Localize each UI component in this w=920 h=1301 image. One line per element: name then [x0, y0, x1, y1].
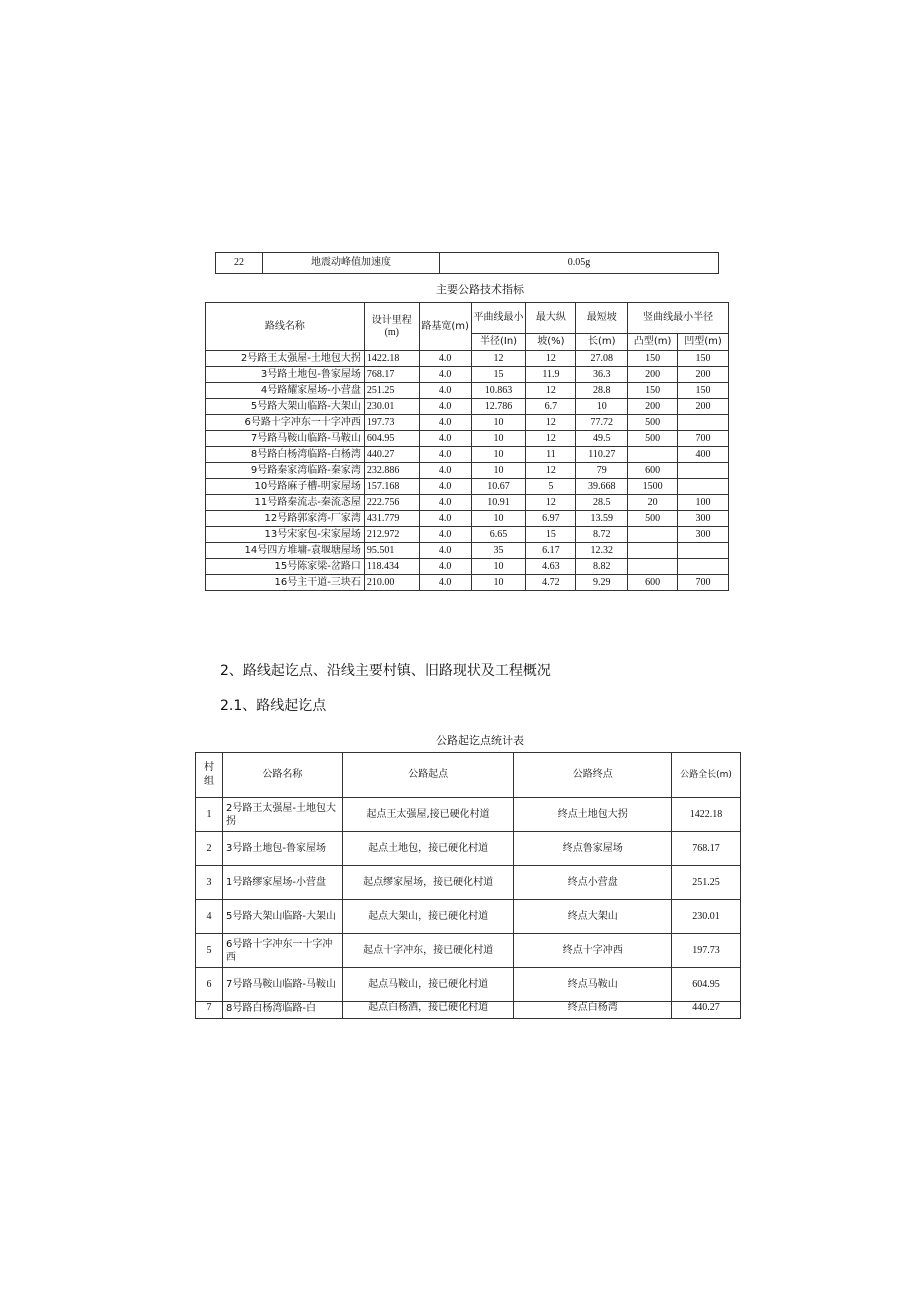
design-length-cell: 222.756: [364, 495, 419, 511]
start-point-cell: 起点土地包，接已硬化村道: [342, 832, 514, 866]
concave-radius-cell: 200: [678, 367, 729, 383]
header-road-name: 公路名称: [222, 753, 342, 798]
table-row: [206, 543, 729, 559]
row-value: 0.05g: [440, 253, 719, 274]
concave-radius-cell: [678, 415, 729, 431]
width-cell: 4.0: [419, 511, 471, 527]
convex-radius-cell: 200: [628, 399, 678, 415]
width-cell: 4.0: [419, 367, 471, 383]
min-slope-length-cell: 49.5: [576, 431, 628, 447]
road-name-cell: 14号四方堆墉-袁堰塘屋场: [206, 543, 365, 559]
width-cell: 4.0: [419, 575, 471, 591]
header-design-length-line2: (m): [384, 326, 400, 338]
min-curve-radius-cell: 12.786: [471, 399, 526, 415]
end-point-cell: 终点十字冲西: [514, 934, 672, 968]
start-end-table: [195, 752, 741, 1019]
concave-radius-cell: [678, 479, 729, 495]
road-name-cell: 12号路郭家湾-厂家湾: [206, 511, 365, 527]
max-grade-cell: 6.17: [526, 543, 576, 559]
table-row: [206, 415, 729, 431]
max-grade-cell: 11: [526, 447, 576, 463]
concave-radius-cell: 700: [678, 575, 729, 591]
road-name-cell: 6号路十字冲东一十字冲西: [222, 934, 342, 968]
village-cell: 1: [196, 798, 223, 832]
table-row: [206, 479, 729, 495]
width-cell: 4.0: [419, 463, 471, 479]
width-cell: 4.0: [419, 415, 471, 431]
total-length-cell: 251.25: [672, 866, 741, 900]
convex-radius-cell: 20: [628, 495, 678, 511]
road-name-cell: 3号路土地包-鲁家屋场: [206, 367, 365, 383]
width-cell: 4.0: [419, 351, 471, 367]
min-slope-length-cell: 28.8: [576, 383, 628, 399]
design-length-cell: 232.886: [364, 463, 419, 479]
min-curve-radius-cell: 35: [471, 543, 526, 559]
table-row: [206, 399, 729, 415]
road-name-cell: 8号路白杨湾临路-白: [222, 1002, 342, 1019]
max-grade-cell: 12: [526, 415, 576, 431]
header-curve-unit: 半径(In): [471, 334, 526, 351]
width-cell: 4.0: [419, 479, 471, 495]
table-row: [196, 832, 741, 866]
convex-radius-cell: 600: [628, 575, 678, 591]
concave-radius-cell: [678, 559, 729, 575]
end-point-cell: 终点小营盘: [514, 866, 672, 900]
header-design-length: [364, 303, 419, 351]
min-slope-length-cell: 77.72: [576, 415, 628, 431]
max-grade-cell: 12: [526, 351, 576, 367]
max-grade-cell: 4.63: [526, 559, 576, 575]
convex-radius-cell: 500: [628, 415, 678, 431]
max-grade-cell: 12: [526, 463, 576, 479]
start-point-cell: 起点王太强屋,接已硬化村道: [342, 798, 514, 832]
min-slope-length-cell: 79: [576, 463, 628, 479]
concave-radius-cell: 150: [678, 383, 729, 399]
village-cell: 6: [196, 968, 223, 1002]
concave-radius-cell: 300: [678, 511, 729, 527]
end-point-cell: 终点白杨湾: [514, 1002, 672, 1019]
convex-radius-cell: [628, 559, 678, 575]
village-cell: 7: [196, 1002, 223, 1019]
width-cell: 4.0: [419, 383, 471, 399]
road-name-cell: 2号路王太强屋-土地包大拐: [206, 351, 365, 367]
min-slope-length-cell: 8.72: [576, 527, 628, 543]
table-row: [206, 383, 729, 399]
table-row: [196, 968, 741, 1002]
design-length-cell: 251.25: [364, 383, 419, 399]
header-vertical-curve: 竖曲线最小半径: [628, 303, 729, 334]
min-curve-radius-cell: 12: [471, 351, 526, 367]
start-point-cell: 起点马鞍山，接已硬化村道: [342, 968, 514, 1002]
width-cell: 4.0: [419, 447, 471, 463]
seismic-row-table: [215, 252, 719, 274]
header-concave: 凹型(m): [678, 334, 729, 351]
convex-radius-cell: [628, 543, 678, 559]
width-cell: 4.0: [419, 431, 471, 447]
table-row: [206, 367, 729, 383]
total-length-cell: 604.95: [672, 968, 741, 1002]
total-length-cell: 197.73: [672, 934, 741, 968]
table-row: [196, 1002, 741, 1019]
convex-radius-cell: 150: [628, 383, 678, 399]
min-slope-length-cell: 8.82: [576, 559, 628, 575]
min-slope-length-cell: 9.29: [576, 575, 628, 591]
road-name-cell: 5号路大架山临路-大架山: [206, 399, 365, 415]
max-grade-cell: 12: [526, 431, 576, 447]
header-curve: 平曲线最小: [471, 303, 526, 334]
table-row: [196, 866, 741, 900]
design-length-cell: 118.434: [364, 559, 419, 575]
min-curve-radius-cell: 10: [471, 431, 526, 447]
table-row: [196, 900, 741, 934]
road-name-cell: 16号主干道-三块石: [206, 575, 365, 591]
road-name-cell: 6号路十字冲东一十字冲西: [206, 415, 365, 431]
min-curve-radius-cell: 10: [471, 447, 526, 463]
design-length-cell: 95.501: [364, 543, 419, 559]
start-point-cell: 起点大架山，接已硬化村道: [342, 900, 514, 934]
total-length-cell: 230.01: [672, 900, 741, 934]
design-length-cell: 230.01: [364, 399, 419, 415]
road-name-cell: 4号路耀家屋场-小营盘: [206, 383, 365, 399]
road-name-cell: 2号路王太强屋-土地包大拐: [222, 798, 342, 832]
start-end-body: [196, 798, 741, 1019]
section-2-1-heading: 2.1、路线起讫点: [220, 698, 327, 714]
design-length-cell: 768.17: [364, 367, 419, 383]
road-name-cell: 9号路秦家湾临路-秦家湾: [206, 463, 365, 479]
min-slope-length-cell: 12.32: [576, 543, 628, 559]
min-curve-radius-cell: 10: [471, 575, 526, 591]
header-design-length-line1: 设计里程: [371, 314, 412, 326]
end-point-cell: 终点鲁家屋场: [514, 832, 672, 866]
width-cell: 4.0: [419, 495, 471, 511]
min-curve-radius-cell: 6.65: [471, 527, 526, 543]
convex-radius-cell: 1500: [628, 479, 678, 495]
convex-radius-cell: 600: [628, 463, 678, 479]
header-width: 路基宽(m): [419, 303, 471, 351]
header-end: 公路终点: [514, 753, 672, 798]
road-name-cell: 13号宋家包-宋家屋场: [206, 527, 365, 543]
min-curve-radius-cell: 10.67: [471, 479, 526, 495]
table-row: [206, 575, 729, 591]
convex-radius-cell: [628, 447, 678, 463]
concave-radius-cell: 300: [678, 527, 729, 543]
table1-caption: 主要公路技术指标: [436, 283, 524, 296]
road-name-cell: 5号路大架山临路-大架山: [222, 900, 342, 934]
design-length-cell: 604.95: [364, 431, 419, 447]
design-length-cell: 197.73: [364, 415, 419, 431]
min-slope-length-cell: 10: [576, 399, 628, 415]
concave-radius-cell: 100: [678, 495, 729, 511]
total-length-cell: 768.17: [672, 832, 741, 866]
min-curve-radius-cell: 10: [471, 511, 526, 527]
start-point-cell: 起点十字冲东，接已硬化村道: [342, 934, 514, 968]
max-grade-cell: 12: [526, 495, 576, 511]
header-row: [206, 303, 729, 334]
width-cell: 4.0: [419, 527, 471, 543]
road-name-cell: 3号路土地包-鲁家屋场: [222, 832, 342, 866]
min-curve-radius-cell: 10: [471, 415, 526, 431]
concave-radius-cell: 400: [678, 447, 729, 463]
design-length-cell: 1422.18: [364, 351, 419, 367]
village-cell: 3: [196, 866, 223, 900]
max-grade-cell: 5: [526, 479, 576, 495]
end-point-cell: 终点土地包大拐: [514, 798, 672, 832]
min-curve-radius-cell: 10: [471, 463, 526, 479]
max-grade-cell: 11.9: [526, 367, 576, 383]
width-cell: 4.0: [419, 559, 471, 575]
total-length-cell: 1422.18: [672, 798, 741, 832]
table2-caption: 公路起讫点统计表: [436, 734, 524, 747]
header-village: 村组: [196, 753, 223, 798]
design-length-cell: 212.972: [364, 527, 419, 543]
road-tech-body: [206, 351, 729, 591]
end-point-cell: 终点马鞍山: [514, 968, 672, 1002]
min-slope-length-cell: 110.27: [576, 447, 628, 463]
row-number: 22: [216, 253, 263, 274]
road-name-cell: 7号路马鞍山临路-马鞍山: [222, 968, 342, 1002]
header-length: 公路全长(m): [672, 753, 741, 798]
row-label: 地震动峰值加速度: [263, 253, 440, 274]
village-cell: 2: [196, 832, 223, 866]
village-cell: 4: [196, 900, 223, 934]
design-length-cell: 440.27: [364, 447, 419, 463]
end-point-cell: 终点大架山: [514, 900, 672, 934]
convex-radius-cell: 500: [628, 511, 678, 527]
header-name: 路线名称: [206, 303, 365, 351]
max-grade-cell: 12: [526, 383, 576, 399]
table-row: [206, 431, 729, 447]
header-short: 最短坡: [576, 303, 628, 334]
table-row: [196, 798, 741, 832]
concave-radius-cell: 150: [678, 351, 729, 367]
header-short-unit: 长(m): [576, 334, 628, 351]
road-tech-table: [205, 302, 729, 591]
design-length-cell: 431.779: [364, 511, 419, 527]
max-grade-cell: 15: [526, 527, 576, 543]
convex-radius-cell: 200: [628, 367, 678, 383]
table-row: [206, 495, 729, 511]
concave-radius-cell: 200: [678, 399, 729, 415]
road-name-cell: 8号路白杨湾临路-白杨湾: [206, 447, 365, 463]
min-slope-length-cell: 27.08: [576, 351, 628, 367]
convex-radius-cell: 150: [628, 351, 678, 367]
max-grade-cell: 4.72: [526, 575, 576, 591]
road-name-cell: 7号路马鞍山临路-马鞍山: [206, 431, 365, 447]
table-row: [206, 527, 729, 543]
table-row: [206, 447, 729, 463]
concave-radius-cell: 700: [678, 431, 729, 447]
table-row: [206, 559, 729, 575]
min-curve-radius-cell: 10: [471, 559, 526, 575]
village-cell: 5: [196, 934, 223, 968]
header-grade-unit: 坡(%): [526, 334, 576, 351]
total-length-cell: 440.27: [672, 1002, 741, 1019]
min-slope-length-cell: 39.668: [576, 479, 628, 495]
convex-radius-cell: 500: [628, 431, 678, 447]
design-length-cell: 210.00: [364, 575, 419, 591]
concave-radius-cell: [678, 463, 729, 479]
width-cell: 4.0: [419, 399, 471, 415]
convex-radius-cell: [628, 527, 678, 543]
max-grade-cell: 6.97: [526, 511, 576, 527]
width-cell: 4.0: [419, 543, 471, 559]
design-length-cell: 157.168: [364, 479, 419, 495]
min-curve-radius-cell: 10.863: [471, 383, 526, 399]
min-slope-length-cell: 13.59: [576, 511, 628, 527]
road-name-cell: 1号路缪家屋场-小营盘: [222, 866, 342, 900]
section-2-heading: 2、路线起讫点、沿线主要村镇、旧路现状及工程概况: [220, 663, 551, 679]
min-curve-radius-cell: 15: [471, 367, 526, 383]
header-row: [196, 753, 741, 798]
min-slope-length-cell: 28.5: [576, 495, 628, 511]
start-point-cell: 起点白杨酒，接已硬化村道: [342, 1002, 514, 1019]
road-name-cell: 10号路麻子槽-明家屋场: [206, 479, 365, 495]
min-curve-radius-cell: 10.91: [471, 495, 526, 511]
start-point-cell: 起点缪家屋场，接已硬化村道: [342, 866, 514, 900]
table-row: [196, 934, 741, 968]
header-start: 公路起点: [342, 753, 514, 798]
road-name-cell: 11号路秦流忐-秦流忞屋: [206, 495, 365, 511]
table-row: [206, 463, 729, 479]
road-name-cell: 15号陈家梁-岔路口: [206, 559, 365, 575]
header-grade: 最大纵: [526, 303, 576, 334]
min-slope-length-cell: 36.3: [576, 367, 628, 383]
table-row: [206, 511, 729, 527]
table-row: [216, 253, 719, 274]
table-row: [206, 351, 729, 367]
concave-radius-cell: [678, 543, 729, 559]
header-convex: 凸型(m): [628, 334, 678, 351]
max-grade-cell: 6.7: [526, 399, 576, 415]
